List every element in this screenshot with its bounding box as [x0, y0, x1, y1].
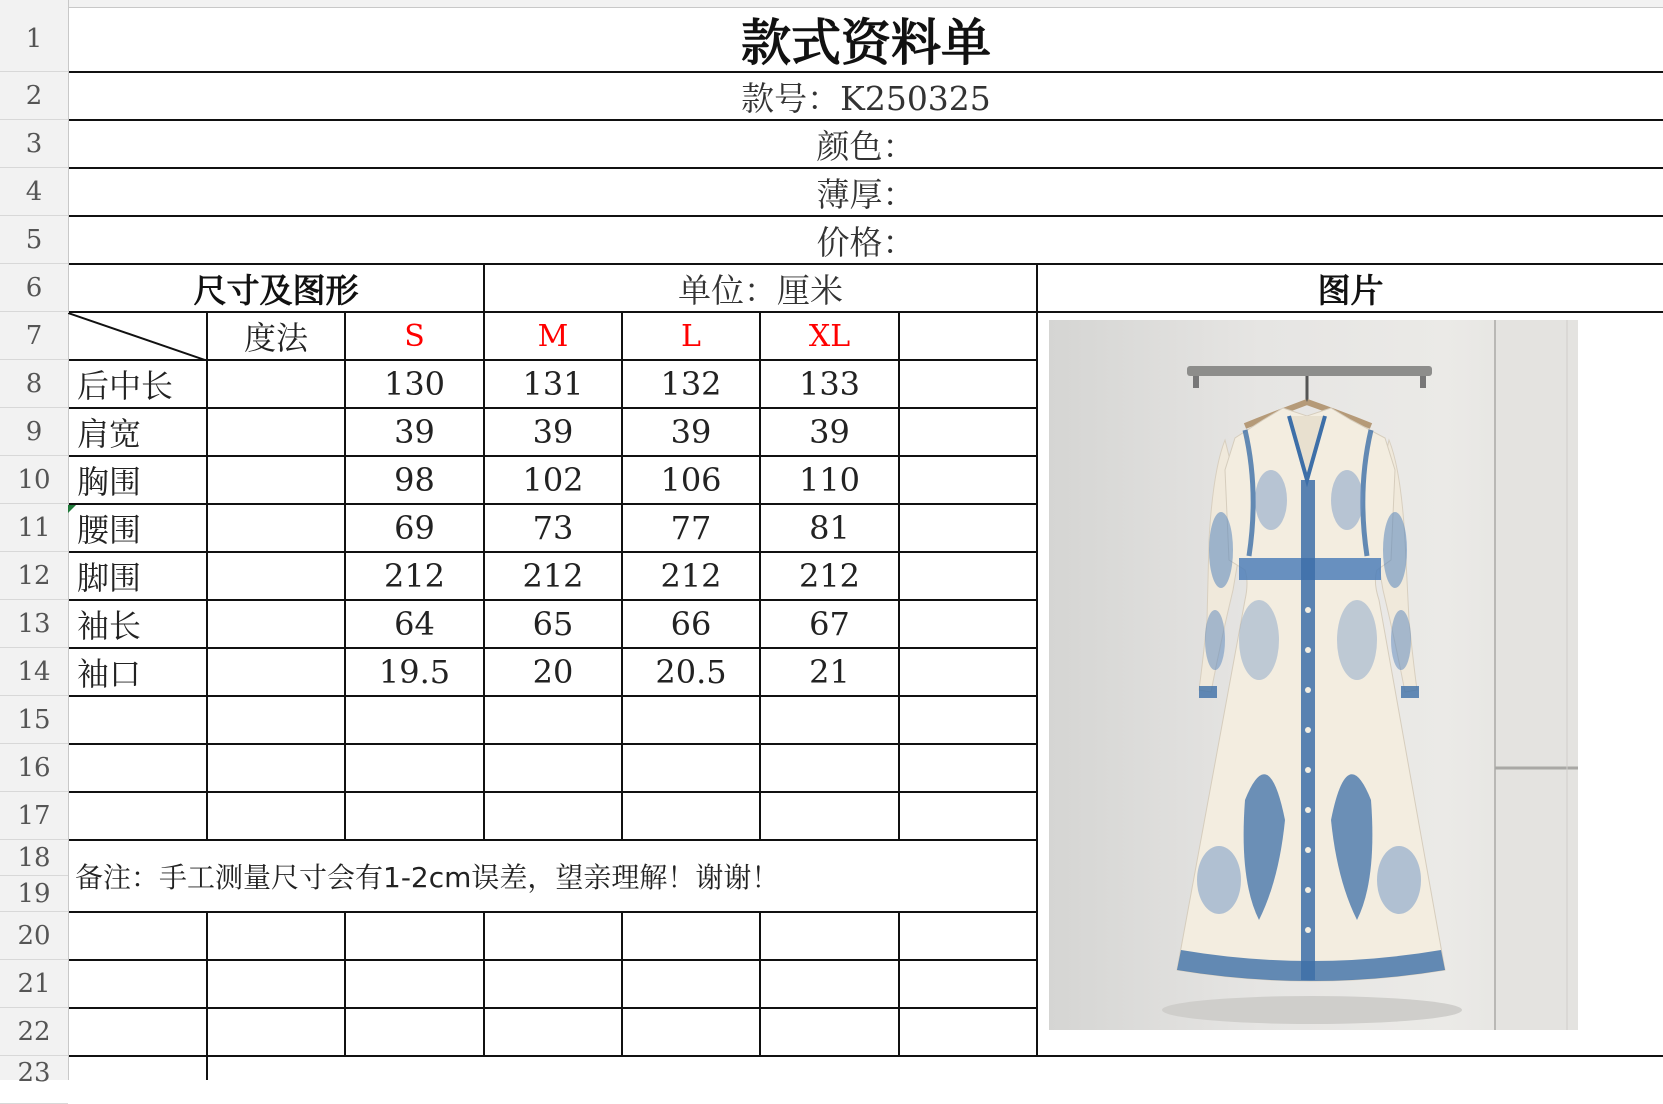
measure-label-shoulder[interactable]: 肩宽	[77, 415, 142, 453]
row-number[interactable]: 23	[0, 1056, 68, 1104]
row-number[interactable]: 15	[0, 696, 68, 744]
measure-value[interactable]: 212	[383, 557, 446, 595]
grid-line	[621, 911, 623, 1055]
grid-line	[898, 311, 900, 839]
row-number[interactable]: 1	[0, 7, 68, 72]
image-header-cell[interactable]: 图片	[1317, 270, 1384, 310]
row-number[interactable]: 20	[0, 912, 68, 960]
measure-value[interactable]: 20	[532, 653, 574, 691]
row-number[interactable]: 17	[0, 792, 68, 840]
measure-value[interactable]: 133	[798, 365, 861, 403]
row-number[interactable]: 19	[0, 876, 68, 912]
row-number[interactable]: 5	[0, 216, 68, 264]
grid-line	[69, 959, 1037, 961]
measure-label-waist[interactable]: 腰围	[77, 511, 142, 549]
row-number[interactable]: 11	[0, 504, 68, 552]
grid-line	[69, 743, 1037, 745]
measure-value[interactable]: 110	[798, 461, 861, 499]
row-number[interactable]: 22	[0, 1008, 68, 1056]
measure-label-sleeve-length[interactable]: 袖长	[77, 607, 142, 645]
grid-line	[69, 1055, 1663, 1057]
measure-value[interactable]: 19.5	[378, 653, 451, 691]
size-s-header[interactable]: S	[404, 318, 425, 354]
grid-line	[898, 911, 900, 1055]
grid-line	[69, 1007, 1037, 1009]
grid-line	[344, 911, 346, 1055]
measure-value[interactable]: 98	[394, 461, 435, 499]
remark-cell[interactable]: 备注：手工测量尺寸会有1-2cm误差，望亲理解！谢谢！	[75, 861, 780, 894]
measure-label-hem[interactable]: 脚围	[77, 559, 142, 597]
measure-value[interactable]: 212	[522, 557, 584, 595]
measure-value[interactable]: 106	[660, 461, 722, 499]
unit-header-cell[interactable]: 单位：厘米	[678, 270, 843, 310]
row-number[interactable]: 2	[0, 72, 68, 120]
measure-value[interactable]: 73	[532, 509, 574, 547]
measure-label-bust[interactable]: 胸围	[77, 463, 142, 501]
grid-line	[69, 791, 1037, 793]
method-header-cell[interactable]: 度法	[243, 319, 308, 357]
grid-line	[69, 911, 1037, 913]
measure-label-back-length[interactable]: 后中长	[77, 367, 174, 405]
row-number[interactable]: 16	[0, 744, 68, 792]
measure-label-cuff[interactable]: 袖口	[77, 655, 142, 693]
row-number[interactable]: 7	[0, 312, 68, 360]
measure-value[interactable]: 39	[670, 413, 712, 451]
dress-illustration	[1049, 320, 1578, 1030]
measure-value[interactable]: 132	[660, 365, 722, 403]
diagonal-header-cell[interactable]	[68, 313, 205, 360]
thickness-cell[interactable]: 薄厚：	[816, 174, 916, 214]
dress-photo	[1049, 320, 1578, 1030]
size-l-header[interactable]: L	[681, 318, 701, 354]
row-number[interactable]: 18	[0, 840, 68, 876]
size-header-cell[interactable]: 尺寸及图形	[193, 270, 359, 310]
grid-line	[69, 695, 1037, 697]
measure-value[interactable]: 64	[394, 605, 435, 643]
row-number[interactable]: 14	[0, 648, 68, 696]
row-number[interactable]: 9	[0, 408, 68, 456]
comment-indicator	[68, 505, 76, 513]
size-xl-header[interactable]: XL	[808, 318, 851, 354]
size-m-header[interactable]: M	[537, 318, 569, 354]
row-number[interactable]: 6	[0, 264, 68, 312]
price-cell[interactable]: 价格：	[816, 222, 916, 262]
row-number[interactable]: 10	[0, 456, 68, 504]
grid-line	[206, 911, 208, 1080]
measure-value[interactable]: 81	[809, 509, 850, 547]
measure-value[interactable]: 102	[522, 461, 584, 499]
measure-value[interactable]: 212	[798, 557, 861, 595]
measure-value[interactable]: 212	[660, 557, 722, 595]
color-cell[interactable]: 颜色：	[816, 126, 916, 166]
measure-value[interactable]: 39	[532, 413, 574, 451]
measure-value[interactable]: 21	[809, 653, 850, 691]
measure-value[interactable]: 77	[670, 509, 712, 547]
style-number-cell[interactable]: 款号：K250325	[741, 78, 991, 118]
grid-line	[759, 911, 761, 1055]
measure-value[interactable]: 39	[809, 413, 850, 451]
measure-value[interactable]: 130	[383, 365, 446, 403]
row-number[interactable]: 8	[0, 360, 68, 408]
row-number[interactable]: 4	[0, 168, 68, 216]
grid-line	[206, 311, 208, 839]
measure-value[interactable]: 66	[670, 605, 712, 643]
measure-value[interactable]: 65	[532, 605, 574, 643]
measure-value[interactable]: 20.5	[655, 653, 727, 691]
row-number[interactable]: 13	[0, 600, 68, 648]
measure-value[interactable]: 131	[522, 365, 584, 403]
row-number[interactable]: 21	[0, 960, 68, 1008]
grid-line	[483, 911, 485, 1055]
measure-value[interactable]: 39	[394, 413, 435, 451]
measure-value[interactable]: 69	[394, 509, 435, 547]
grid-line	[1036, 263, 1038, 1055]
row-number[interactable]: 12	[0, 552, 68, 600]
row-header-column	[0, 0, 69, 1088]
measure-value[interactable]: 67	[809, 605, 850, 643]
sheet-title[interactable]: 款式资料单	[741, 14, 991, 72]
row-number[interactable]: 3	[0, 120, 68, 168]
